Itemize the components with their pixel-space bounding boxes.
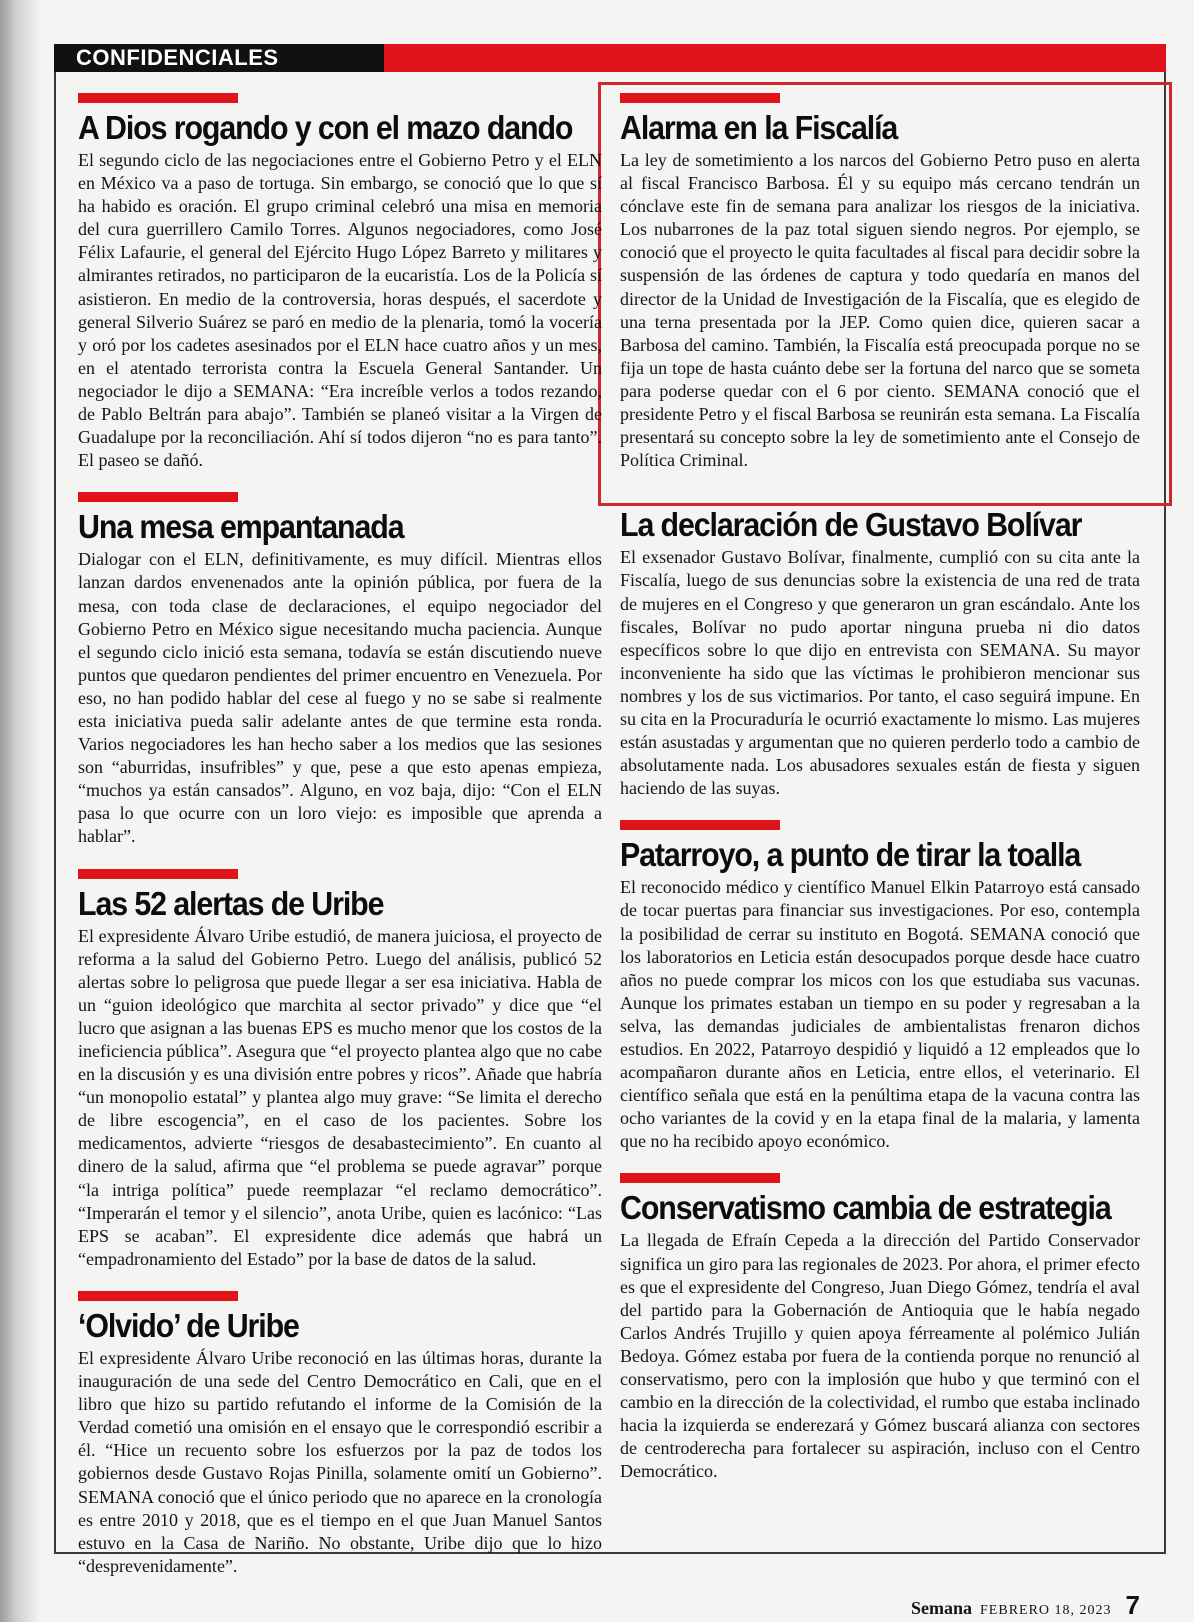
article-title: Una mesa empantanada — [78, 508, 404, 546]
article-body: El exsenador Gustavo Bolívar, finalmente, cumplió con su cita ante la Fiscalía, luego de sus denuncias sobre la existencia de una red de trata de mujeres en el Congreso y que generaron un gran escándalo. Ante los fiscales, Bolívar no pudo aportar ninguna prueba ni dio datos específicos sobre lo que dijo en entrevista con SEMANA. Su mayor inconveniente ha sido que las víctimas le prohibieron mencionar sus nombres y los de sus victimarios. Por tanto, el caso seguirá impune. En su cita en la Procuraduría le ocurrió exactamente lo mismo. Las mujeres están asustadas y argumentan que no quieren perderlo todo a cambio de absolutamente nada. Los abusadores sexuales están de fiesta y siguen haciendo de las suyas. — [620, 547, 1140, 799]
red-tag — [620, 93, 780, 103]
section-header — [54, 44, 1166, 72]
red-tag — [620, 820, 780, 830]
article-body: La ley de sometimiento a los narcos del Gobierno Petro puso en alerta al fiscal Francisco Barbosa. Él y su equipo más cercano tendrán un cónclave este fin de semana para analizar los riesgos de la iniciativa. Los nubarrones de la paz total siguen siendo negros. Por ejemplo, se conoció que el proyecto le quita facultades al fiscal para decidir sobre la suspensión de las órdenes de captura y todo quedaría en manos del director de la Unidad de Investigación de la Fiscalía, que es elegido de una terna presentada por la JEP. Como quien dice, quieren sacar a Barbosa del camino. También, la Fiscalía está preocupada porque no se fija un tope de hasta cuánto debe ser la fortuna del narco que se someta para poderse quedar con el 6 por ciento. SEMANA conoció que el presidente Petro y el fiscal Barbosa se reunirán esta semana. La Fiscalía presentará su concepto sobre la ley de sometimiento ante el Consejo de Política Criminal. — [620, 150, 1140, 471]
article-body: Dialogar con el ELN, definitivamente, es muy difícil. Mientras ellos lanzan dardos envenenados ante la opinión pública, por fuera de la mesa, con toda clase de declaraciones, el equipo negociador del Gobierno Petro en México sigue necesitando mucha paciencia. Aunque el segundo ciclo inició esta semana, todavía se están discutiendo nueve puntos que quedaron pendientes del primer encuentro en Venezuela. Por eso, no han podido hablar del cese al fuego y no se sabe si realmente esta iniciativa pueda salir adelante antes de que termine esta ronda. Varios negociadores les han hecho saber a los medios que las sesiones son “aburridas, insufribles” y que, pese a que esto apenas empieza, “muchos ya están cansados”. Alguno, en voz baja, dijo: “Con el ELN pasa lo que ocurre con un loro viejo: es imposible que aprenda a hablar”. — [78, 549, 602, 847]
article-title: Las 52 alertas de Uribe — [78, 884, 384, 922]
red-tag — [78, 492, 238, 502]
article-title: Conservatismo cambia de estrategia — [620, 1189, 1111, 1227]
article-dios-rogando — [78, 93, 602, 472]
page-edge-shadow — [0, 0, 40, 1622]
page-footer — [911, 1590, 1140, 1621]
red-tag — [620, 1173, 780, 1183]
left-column — [78, 93, 602, 1594]
article-body: El reconocido médico y científico Manuel Elkin Patarroyo está cansado de tocar puertas para financiar sus investigaciones. Por eso, contempla la posibilidad de cerrar su instituto en Bogotá. SEMANA conoció que los laboratorios en Leticia están desocupados porque desde hace cuatro años no puede comprar los micos con los que estudiaba sus vacunas. Aunque los primates estaban un tiempo en su poder y regresaban a la selva, las demandas judiciales de ambientalistas frenaron dichos estudios. En 2022, Patarroyo despidió y liquidó a 12 empleados que lo acompañaron durante años en Leticia, entre ellos, el veterinario. El científico señala que está en la penúltima etapa de la vacuna contra las ocho variantes de la covid y en la etapa final de la malaria, y lamenta que no ha recibido apoyo económico. — [620, 877, 1140, 1152]
red-tag — [78, 93, 238, 103]
article-olvido-uribe — [78, 1291, 602, 1578]
article-body: El expresidente Álvaro Uribe reconoció en las últimas horas, durante la inauguración de una sede del Centro Democrático en Cali, que en el libro que hizo su partido refutando el informe de la Comisión de la Verdad cometió una omisión en el ensayo que le correspondió escribir a él. “Hice un recuento sobre los esfuerzos por la paz de todos los gobiernos desde Gustavo Rojas Pinilla, solamente omití un Gobierno”. SEMANA conoció que el único periodo que no aparece en la cronología es entre 2010 y 2018, que es el tiempo en el que Juan Manuel Santos estuvo en la Casa de Nariño. No obstante, Uribe dijo que lo hizo “desprevenidamente”. — [78, 1347, 602, 1576]
article-declaracion-bolivar — [620, 506, 1140, 800]
article-title: ‘Olvido’ de Uribe — [78, 1306, 299, 1344]
section-header-red-bar — [384, 44, 1166, 72]
article-title: Alarma en la Fiscalía — [620, 109, 898, 146]
article-mesa-empantanada — [78, 492, 602, 848]
article-body: El segundo ciclo de las negociaciones entre el Gobierno Petro y el ELN en México va a paso de tortuga. Sin embargo, se conoció que lo que sí ha habido es oración. El grupo criminal celebró una misa en memoria del cura guerrillero Camilo Torres. Algunos negociadores, como José Félix Lafaurie, el general del Ejército Hugo López Barreto y militares y almirantes retirados, no participaron de la eucaristía. Los de la Policía sí asistieron. En medio de la controversia, horas después, el sacerdote y general Silverio Suárez se paró en medio de la plenaria, tomó la vocería y oró por los cadetes asesinados por el ELN hace cuatro años y un mes, en el atentado terrorista contra la Escuela General Santander. Un negociador le dijo a SEMANA: “Era increíble verlos a todos rezando, de Pablo Beltrán para abajo”. También se planeó visitar a la Virgen de Guadalupe por la reconciliación. Ahí sí todos dijeron “no es para tanto”. El paseo se dañó. — [78, 150, 602, 471]
page-number: 7 — [1125, 1590, 1140, 1620]
right-column — [620, 93, 1140, 1500]
article-patarroyo — [620, 820, 1140, 1153]
article-52-alertas — [78, 869, 602, 1271]
issue-date: FEBRERO 18, 2023 — [980, 1603, 1112, 1618]
section-title: CONFIDENCIALES — [54, 44, 384, 72]
article-body: La llegada de Efraín Cepeda a la dirección del Partido Conservador significa un giro para las regionales de 2023. Por ahora, el primer efecto es que el expresidente del Congreso, Juan Diego Gómez, tendría el aval del partido para la Gobernación de Antioquia que le había negado Carlos Andrés Trujillo y quien apoya férreamente al polémico Julián Bedoya. Gómez estaba por fuera de la contienda porque no renunció al conservatismo, pero con la implosión que hubo y que terminó con el cambio en la dirección de la colectividad, el rumbo que estaba inclinado hacia la izquierda se enderezará y Gómez buscará alianza con sectores de centroderecha para fortalecer su aspiración, incluso con el Centro Democrático. — [620, 1230, 1140, 1482]
article-title: Patarroyo, a punto de tirar la toalla — [620, 836, 1081, 874]
red-tag — [78, 869, 238, 879]
article-alarma-fiscalia — [620, 93, 1140, 472]
article-title: A Dios rogando y con el mazo dando — [78, 109, 573, 146]
article-body: El expresidente Álvaro Uribe estudió, de manera juiciosa, el proyecto de reforma a la salud del Gobierno Petro. Luego del análisis, publicó 52 alertas sobre lo peligrosa que puede llegar a ser esa iniciativa. Habla de un “guion ideológico que marchita al sector privado” y dice que “el lucro que asignan a las buenas EPS es mucho menor que los costos de la ineficiencia pública”. Asegura que “el proyecto plantea algo que no cabe en la discusión y es una división entre pobres y ricos”. Añade que habría “un monopolio estatal” y plantea algo muy grave: “Se limita el derecho de libre escogencia”, en el caso de los pacientes. Sobre los medicamentos, advierte “riesgos de desabastecimiento”. En cuanto al dinero de la salud, afirma que “el problema se puede agravar” porque “la intriga política” puede reemplazar “el reclamo democrático”. “Imperarán el temor y el silencio”, anota Uribe, quien es lacónico: “Las EPS se acaban”. El expresidente dice además que habrá un “empadronamiento del Estado” por la base de datos de la salud. — [78, 925, 602, 1269]
article-conservatismo — [620, 1173, 1140, 1483]
red-tag — [78, 1291, 238, 1301]
magazine-name: Semana — [911, 1598, 973, 1618]
article-title: La declaración de Gustavo Bolívar — [620, 506, 1082, 544]
